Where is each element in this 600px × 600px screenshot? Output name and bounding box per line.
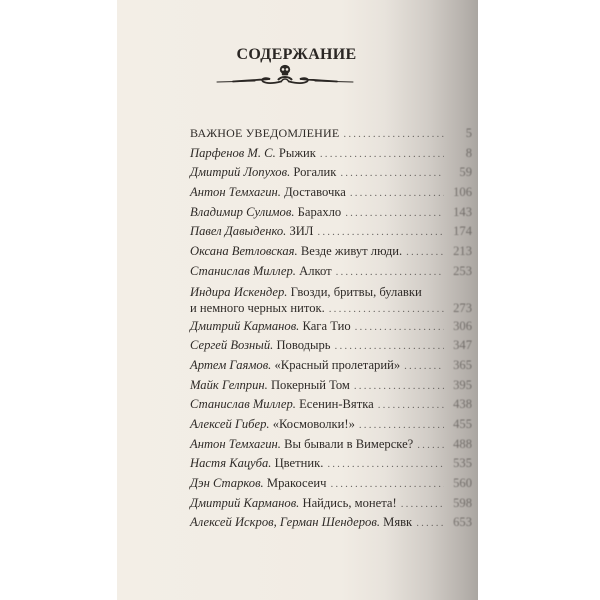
page-title: СОДЕРЖАНИЕ bbox=[236, 46, 357, 63]
page-number: 306 bbox=[453, 318, 472, 333]
toc-entry[interactable] bbox=[190, 376, 472, 396]
entry-title: Покерный Том bbox=[270, 377, 350, 392]
toc-entry[interactable] bbox=[190, 317, 472, 337]
entry-author: Дмитрий Лопухов. bbox=[190, 165, 291, 180]
entry-author: Владимир Сулимов. bbox=[190, 204, 295, 219]
dot-leader bbox=[404, 357, 444, 377]
dot-leader bbox=[327, 455, 444, 475]
entry-title: Рыжик bbox=[278, 145, 316, 160]
entry-author: Дмитрий Карманов. bbox=[190, 318, 300, 333]
page-number: 106 bbox=[453, 185, 472, 200]
page-number: 455 bbox=[453, 416, 472, 431]
page-number: 438 bbox=[453, 397, 472, 412]
dot-leader bbox=[335, 337, 444, 357]
toc-entry[interactable] bbox=[190, 336, 472, 356]
toc-entry[interactable] bbox=[190, 262, 472, 282]
entry-title: Мявк bbox=[383, 515, 413, 530]
entry-title: Мракосеич bbox=[266, 476, 327, 490]
entry-author: Станислав Миллер. bbox=[190, 397, 296, 412]
page-number: 143 bbox=[453, 204, 472, 219]
page-number: 213 bbox=[453, 244, 472, 259]
entry-title: Гвозди, бритвы, булавки bbox=[290, 284, 422, 299]
entry-author: Сергей Возный. bbox=[190, 338, 274, 353]
entry-author: Дэн Старков. bbox=[190, 476, 264, 490]
entry-title: Везде живут люди. bbox=[300, 244, 403, 259]
entry-title: Есенин-Вятка bbox=[299, 397, 374, 412]
entry-author: Парфенов М. С. bbox=[190, 145, 276, 160]
toc-entry[interactable] bbox=[190, 203, 472, 223]
toc-entry[interactable] bbox=[190, 242, 472, 262]
dot-leader bbox=[359, 416, 444, 436]
entry-author: Дмитрий Карманов. bbox=[190, 495, 300, 510]
dot-leader bbox=[345, 204, 444, 224]
entry-title: Найдись, монета! bbox=[302, 495, 397, 510]
dot-leader bbox=[378, 396, 444, 416]
toc-entry[interactable] bbox=[190, 222, 472, 242]
page-number: 598 bbox=[453, 495, 472, 510]
toc-entry[interactable] bbox=[190, 163, 472, 183]
page-number: 395 bbox=[453, 377, 472, 392]
entry-title-continued: и немного черных ниток. bbox=[190, 301, 325, 315]
entry-title: Цветник. bbox=[274, 456, 324, 471]
toc-entry[interactable] bbox=[190, 494, 472, 514]
dot-leader bbox=[329, 301, 444, 318]
book-page bbox=[117, 0, 478, 600]
entry-title: «Красный пролетарий» bbox=[274, 357, 401, 372]
toc-entry[interactable] bbox=[190, 183, 472, 203]
entry-author: Павел Давыденко. bbox=[190, 224, 287, 239]
dot-leader bbox=[343, 125, 444, 145]
entry-author: Индира Искендер. bbox=[190, 284, 288, 299]
entry-title: Алкот bbox=[299, 263, 332, 278]
entry-title: Рогалик bbox=[293, 165, 337, 180]
page-number: 488 bbox=[453, 436, 472, 451]
entry-author: Настя Кацуба. bbox=[190, 456, 272, 471]
entry-author: Оксана Ветловская. bbox=[190, 244, 298, 259]
page-number: 273 bbox=[453, 301, 472, 315]
toc-entry[interactable] bbox=[190, 454, 472, 474]
entry-title: ВАЖНОЕ УВЕДОМЛЕНИЕ bbox=[190, 126, 340, 140]
entry-author: Майк Гелприн. bbox=[190, 377, 268, 392]
entry-author: Антон Темхагин. bbox=[190, 436, 281, 451]
dot-leader bbox=[336, 263, 444, 283]
page-number: 365 bbox=[453, 357, 472, 372]
dot-leader bbox=[354, 377, 444, 397]
entry-title: Барахло bbox=[297, 204, 342, 219]
dot-leader bbox=[317, 223, 444, 243]
dot-leader bbox=[417, 436, 444, 456]
toc-entry[interactable] bbox=[190, 144, 472, 164]
table-of-contents bbox=[190, 124, 472, 533]
page-number: 653 bbox=[453, 515, 472, 530]
entry-author: Алексей Гибер. bbox=[190, 416, 270, 431]
entry-author: Антон Темхагин. bbox=[190, 185, 281, 200]
entry-title: Кага Тио bbox=[302, 318, 351, 333]
dot-leader bbox=[401, 495, 444, 515]
page-number: 8 bbox=[465, 145, 472, 160]
entry-author: Артем Гаямов. bbox=[190, 357, 272, 372]
dot-leader bbox=[340, 164, 444, 184]
entry-author: Алексей Искров, Герман Шендеров. bbox=[190, 515, 380, 530]
entry-title: Поводырь bbox=[276, 338, 331, 353]
page-number: 560 bbox=[453, 476, 472, 490]
entry-title: ЗИЛ bbox=[289, 224, 314, 239]
toc-entry[interactable] bbox=[190, 435, 472, 455]
page-number: 59 bbox=[459, 165, 472, 180]
dot-leader bbox=[416, 514, 444, 534]
toc-entry[interactable] bbox=[190, 124, 472, 144]
page-number: 174 bbox=[453, 224, 472, 239]
dot-leader bbox=[330, 475, 444, 495]
skull-flourish-ornament-icon bbox=[215, 62, 355, 90]
toc-entry[interactable] bbox=[190, 415, 472, 435]
dot-leader bbox=[320, 145, 444, 165]
dot-leader bbox=[406, 243, 444, 263]
toc-entry[interactable] bbox=[190, 474, 472, 494]
entry-title: «Космоволки!» bbox=[272, 416, 355, 431]
entry-title: Доставочка bbox=[284, 185, 346, 200]
page-number: 535 bbox=[453, 456, 472, 471]
toc-entry[interactable] bbox=[190, 513, 472, 533]
toc-entry[interactable] bbox=[190, 282, 472, 317]
entry-title: Вы бывали в Вимерске? bbox=[284, 436, 414, 451]
page-number: 347 bbox=[453, 338, 472, 353]
entry-author: Станислав Миллер. bbox=[190, 263, 296, 278]
page-number: 253 bbox=[453, 263, 472, 278]
toc-entry[interactable] bbox=[190, 356, 472, 376]
page-number: 5 bbox=[465, 126, 472, 140]
dot-leader bbox=[350, 184, 444, 204]
dot-leader bbox=[355, 318, 444, 338]
toc-entry[interactable] bbox=[190, 395, 472, 415]
